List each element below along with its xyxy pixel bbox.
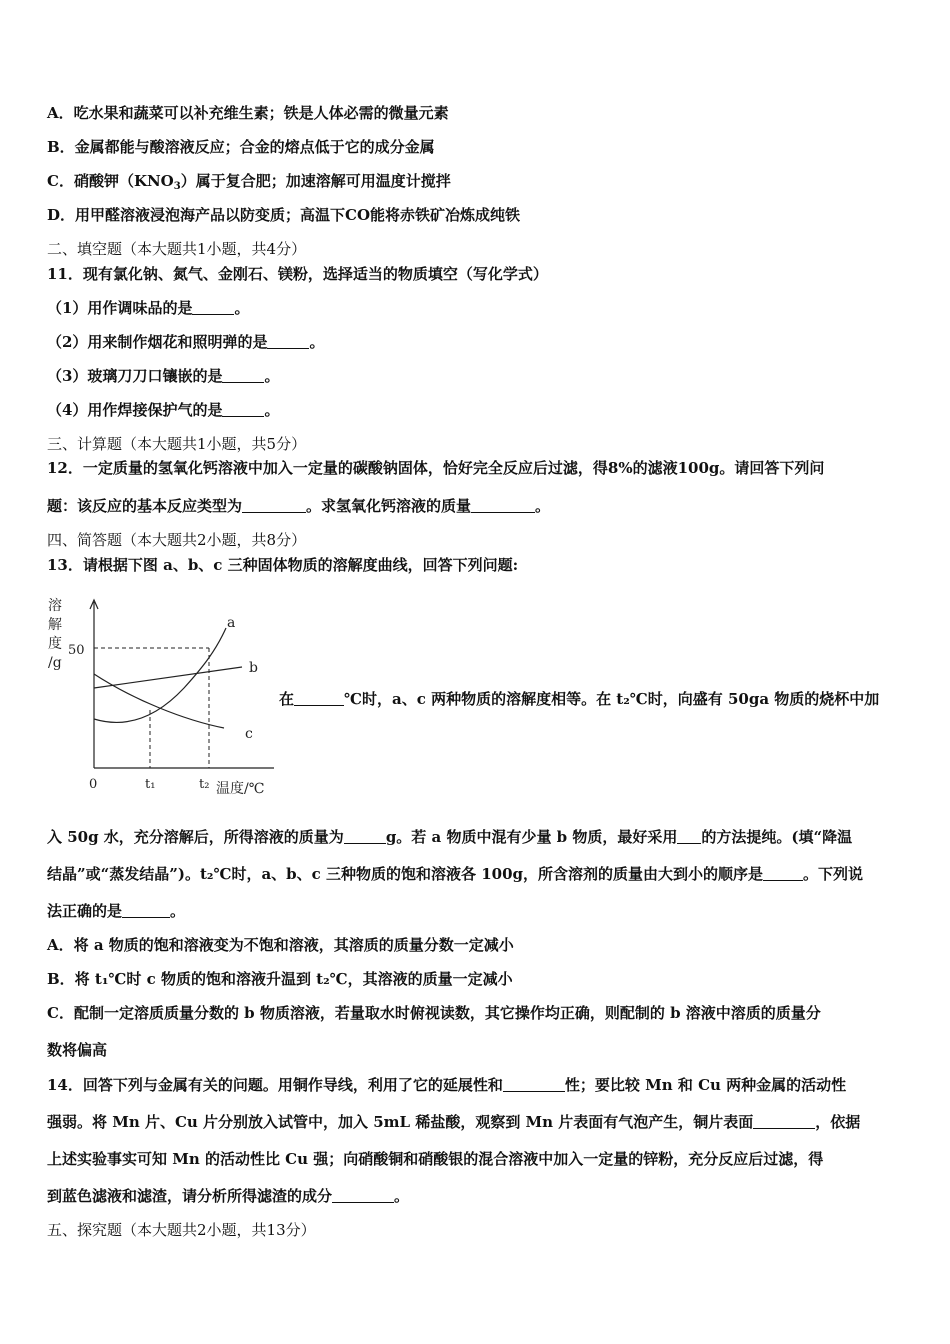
- answer-blank[interactable]: [344, 829, 386, 844]
- answer-blank[interactable]: [267, 334, 309, 349]
- q14-line4: [47, 1186, 409, 1206]
- q14-line1: [47, 1075, 846, 1095]
- q11-part3: [47, 366, 279, 386]
- q13-option-b: B．将 t₁℃时 c 物质的饱和溶液升温到 t₂℃，其溶液的质量一定减小: [47, 970, 513, 988]
- section-2-heading: 二、填空题（本大题共1小题，共4分）: [47, 240, 307, 258]
- answer-blank[interactable]: [222, 402, 264, 417]
- t1-label: t₁: [145, 777, 156, 792]
- x-axis-label: 温度/℃: [216, 781, 265, 797]
- option-c: [47, 171, 451, 197]
- answer-blank[interactable]: [122, 903, 170, 918]
- answer-blank[interactable]: [763, 866, 803, 881]
- q13-line3: [47, 901, 185, 921]
- q14-line3: 上述实验事实可知 Mn 的活动性比 Cu 强；向硝酸铜和硝酸银的混合溶液中加入一定量的锌粉，充分反应后过滤，得: [47, 1150, 824, 1168]
- period: 。: [394, 1187, 410, 1205]
- question-12-line1: 12．一定质量的氢氧化钙溶液中加入一定量的碳酸钠固体，恰好完全反应后过滤，得8%的滤液100g。请回答下列问: [47, 459, 825, 477]
- question-12-line2: [47, 496, 550, 516]
- answer-blank[interactable]: [222, 368, 264, 383]
- answer-blank[interactable]: [192, 300, 234, 315]
- t2-label: t₂: [199, 777, 210, 792]
- option-a: A．吃水果和蔬菜可以补充维生素；铁是人体必需的微量元素: [47, 104, 449, 122]
- q11-part1: [47, 298, 249, 318]
- period: 。: [264, 401, 280, 419]
- solubility-graph: [44, 592, 276, 804]
- curve-b: [94, 667, 242, 688]
- option-c-pre: C．硝酸钾（KNO: [47, 172, 174, 190]
- q13-line2-b: 。下列说: [803, 865, 864, 883]
- answer-blank[interactable]: [242, 498, 306, 513]
- q12-text-1: 题：该反应的基本反应类型为: [47, 497, 243, 515]
- ylabel-char-3: 度: [48, 636, 62, 652]
- ylabel-char-2: 解: [48, 617, 62, 633]
- q11-part4-text: （4）用作焊接保护气的是: [47, 401, 223, 419]
- label-c: c: [245, 726, 253, 742]
- answer-blank[interactable]: [503, 1077, 565, 1092]
- q13-line1: [47, 827, 852, 847]
- answer-blank[interactable]: [332, 1188, 394, 1203]
- q13-side-text-2: ℃时，a、c 两种物质的溶解度相等。在 t₂℃时，向盛有 50ga 物质的烧杯中加: [344, 690, 880, 708]
- q14-line1-a: 14．回答下列与金属有关的问题。用铜作导线，利用了它的延展性和: [47, 1076, 503, 1094]
- option-d: D．用甲醛溶液浸泡海产品以防变质；高温下CO能将赤铁矿冶炼成纯铁: [47, 206, 521, 224]
- answer-blank[interactable]: [753, 1114, 815, 1129]
- answer-blank[interactable]: [677, 829, 701, 844]
- label-a: a: [227, 615, 236, 631]
- q13-line3-text: 法正确的是: [47, 902, 123, 920]
- q13-option-a: A．将 a 物质的饱和溶液变为不饱和溶液，其溶质的质量分数一定减小: [47, 936, 514, 954]
- answer-blank[interactable]: [294, 691, 344, 706]
- section-5-heading: 五、探究题（本大题共2小题，共13分）: [47, 1221, 316, 1239]
- answer-blank[interactable]: [471, 498, 535, 513]
- q13-line2: [47, 864, 863, 884]
- q13-line1-a: 入 50g 水，充分溶解后，所得溶液的质量为: [47, 828, 344, 846]
- period: 。: [309, 333, 325, 351]
- curve-c: [94, 674, 224, 728]
- q11-part2-text: （2）用来制作烟花和照明弹的是: [47, 333, 268, 351]
- ylabel-char-1: 溶: [48, 598, 62, 614]
- period: 。: [535, 497, 551, 515]
- option-b: B．金属都能与酸溶液反应；合金的熔点低于它的成分金属: [47, 138, 435, 156]
- q13-line2-a: 结晶”或“蒸发结晶”)。t₂℃时，a、b、c 三种物质的饱和溶液各 100g，所含溶剂的质量由大到小的顺序是: [47, 865, 764, 883]
- period: 。: [234, 299, 250, 317]
- question-11: 11．现有氯化钠、氮气、金刚石、镁粉，选择适当的物质填空（写化学式）: [47, 265, 548, 283]
- label-b: b: [249, 660, 258, 676]
- q11-part4: [47, 400, 279, 420]
- period: 。: [264, 367, 280, 385]
- q13-side-text: [279, 689, 879, 709]
- period: 。: [170, 902, 186, 920]
- q11-part1-text: （1）用作调味品的是: [47, 299, 193, 317]
- q14-line1-b: 性；要比较 Mn 和 Cu 两种金属的活动性: [564, 1076, 847, 1094]
- q12-text-2: 。求氢氧化钙溶液的质量: [306, 497, 472, 515]
- q13-option-c-line1: C．配制一定溶质质量分数的 b 物质溶液，若量取水时俯视读数，其它操作均正确，则配制的 b 溶液中溶质的质量分: [47, 1004, 821, 1022]
- q11-part2: [47, 332, 324, 352]
- option-c-post: ）属于复合肥；加速溶解可用温度计搅拌: [180, 172, 451, 190]
- q13-line1-b: g。若 a 物质中混有少量 b 物质，最好采用: [385, 828, 678, 846]
- q13-line1-c: 的方法提纯。(填“降温: [701, 828, 853, 846]
- q13-side-text-1: 在: [279, 690, 295, 708]
- question-13: 13．请根据下图 a、b、c 三种固体物质的溶解度曲线，回答下列问题:: [47, 556, 519, 574]
- option-c-sub: 3: [173, 181, 181, 192]
- section-4-heading: 四、简答题（本大题共2小题，共8分）: [47, 531, 307, 549]
- section-3-heading: 三、计算题（本大题共1小题，共5分）: [47, 435, 307, 453]
- origin-label: 0: [89, 777, 98, 792]
- q13-option-c-line2: 数将偏高: [47, 1041, 108, 1059]
- q14-line2-a: 强弱。将 Mn 片、Cu 片分别放入试管中，加入 5mL 稀盐酸，观察到 Mn 片表面有气泡产生，铜片表面: [47, 1113, 754, 1131]
- q14-line2-b: ，依据: [815, 1113, 861, 1131]
- q14-line2: [47, 1112, 860, 1132]
- ylabel-char-4: /g: [48, 655, 62, 671]
- q14-line4-text: 到蓝色滤液和滤渣，请分析所得滤渣的成分: [47, 1187, 333, 1205]
- q11-part3-text: （3）玻璃刀刀口镶嵌的是: [47, 367, 223, 385]
- y-tick-50: 50: [68, 643, 85, 658]
